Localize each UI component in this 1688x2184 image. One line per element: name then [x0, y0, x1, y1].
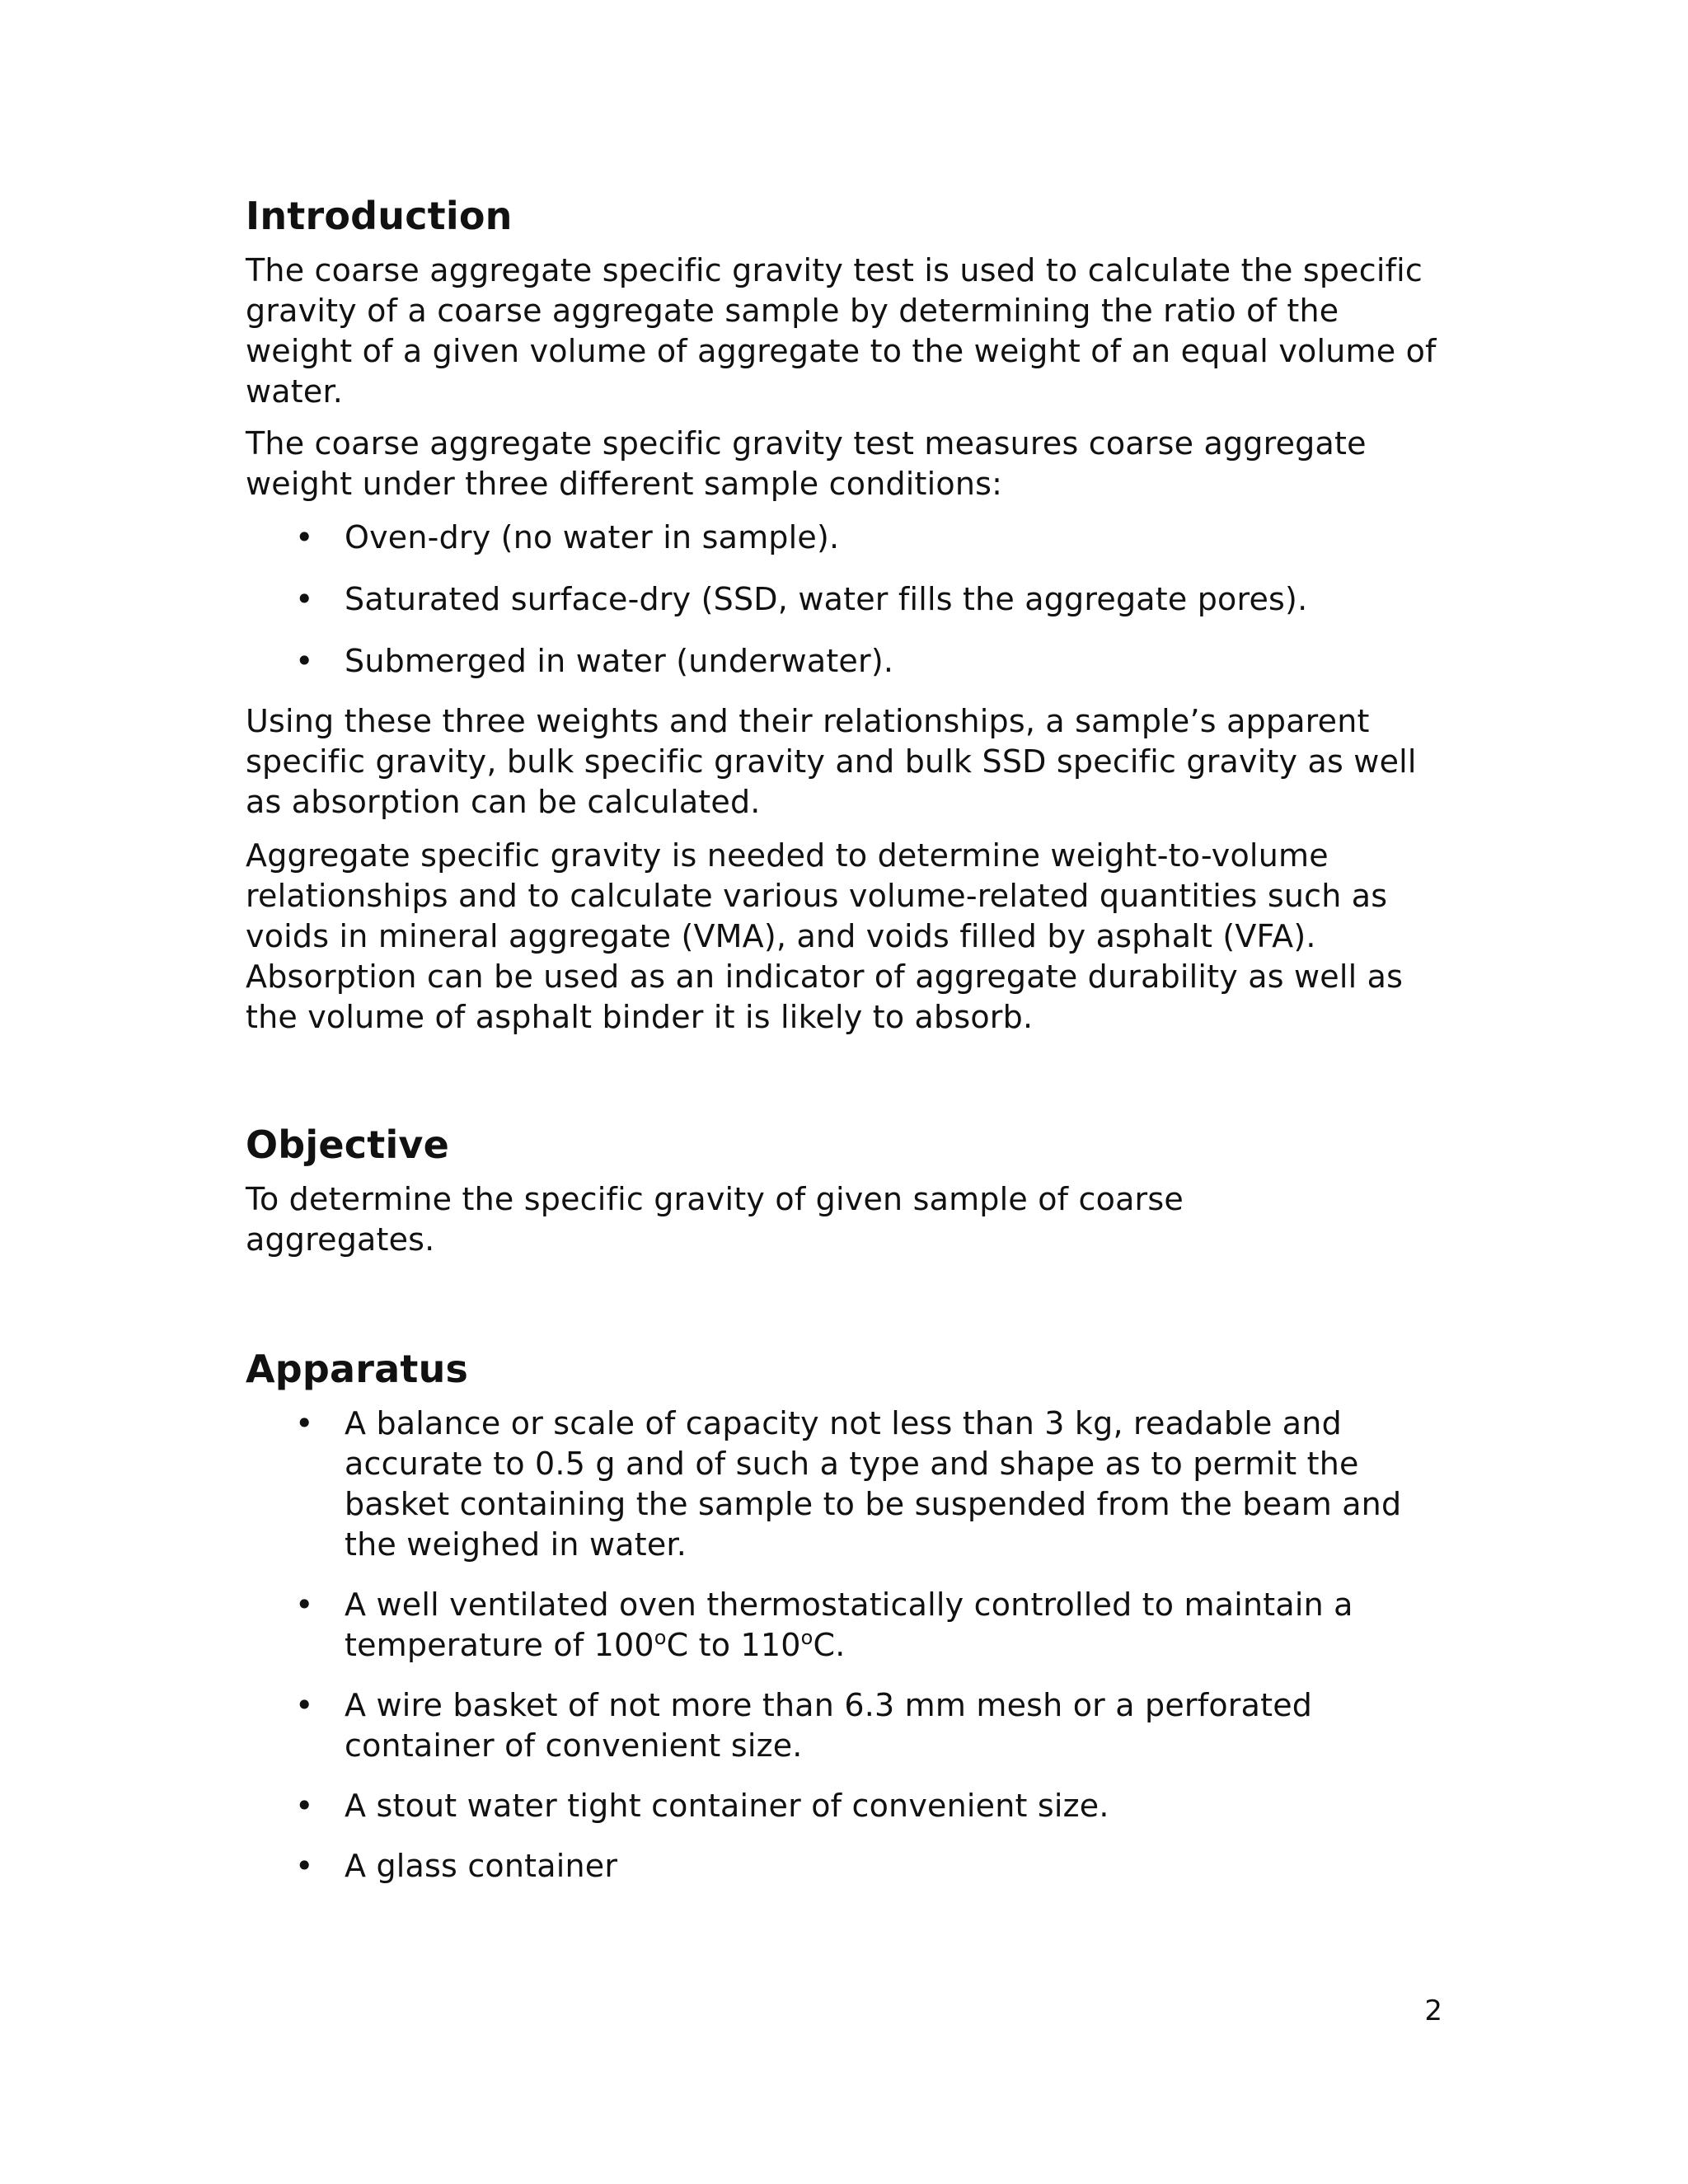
- condition-text: Oven-dry (no water in sample).: [345, 519, 840, 555]
- list-item: [246, 579, 1449, 620]
- apparatus-item-text: A glass container: [345, 1848, 618, 1884]
- apparatus-list: [246, 1404, 1449, 1886]
- objective-text: To determine the specific gravity of given sample of coarse aggregates.: [246, 1181, 1184, 1258]
- list-item: [246, 1685, 1449, 1766]
- apparatus-item-text: A balance or scale of capacity not less than 3 kg, readable and accurate to 0.5 g and of such a type and shape as to permit the basket containing the sample to be suspended from the beam and the weighed in water.: [345, 1405, 1402, 1563]
- introduction-paragraph-4: Aggregate specific gravity is needed to determine weight-to-volume relationships and to calculate various volume-related quantities such as voids in mineral aggregate (VMA), and voids filled by asphalt (VFA). Absorption can be used as an indicator of aggregate durability as well as the volume of asphalt binder it is likely to absorb.: [246, 837, 1404, 1035]
- degree-mark: o: [800, 1626, 814, 1649]
- introduction-paragraph-1: The coarse aggregate specific gravity test is used to calculate the specific gravity of a coarse aggregate sample by determining the ratio of the weight of a given volume of aggregate to the weight of an equal volume of water.: [246, 252, 1437, 410]
- apparatus-item-text: [345, 1586, 1353, 1663]
- bullet-icon: •: [295, 1848, 314, 1884]
- bullet-icon: •: [295, 581, 314, 617]
- bullet-icon: •: [295, 519, 314, 555]
- apparatus-heading: Apparatus: [246, 1347, 469, 1391]
- list-item: [246, 1846, 1449, 1886]
- introduction-paragraph-3: Using these three weights and their relationships, a sample’s apparent specific gravity, bulk specific gravity and bulk SSD specific gravity as well as absorption can be calculated.: [246, 703, 1417, 820]
- apparatus-item-text: A wire basket of not more than 6.3 mm mesh or a perforated container of convenient size.: [345, 1687, 1313, 1764]
- condition-text: Saturated surface-dry (SSD, water fills the aggregate pores).: [345, 581, 1308, 617]
- list-item: [246, 518, 1449, 558]
- page-content: [246, 191, 1449, 1886]
- oven-text-middle: C to 110: [666, 1627, 801, 1663]
- oven-text-prefix: A well ventilated oven thermostatically controlled to maintain a temperature of 100: [345, 1586, 1353, 1663]
- bullet-icon: •: [295, 1405, 314, 1441]
- list-item: [246, 1786, 1449, 1826]
- apparatus-item-text: A stout water tight container of convenient size.: [345, 1788, 1109, 1824]
- oven-text-suffix: C.: [813, 1627, 846, 1663]
- list-item: [246, 1404, 1449, 1565]
- sample-conditions-list: [246, 518, 1449, 682]
- introduction-paragraph-2: The coarse aggregate specific gravity test measures coarse aggregate weight under three different sample conditions:: [246, 425, 1367, 502]
- page-number: 2: [1424, 1994, 1442, 2027]
- objective-heading: Objective: [246, 1122, 450, 1167]
- bullet-icon: •: [295, 1788, 314, 1824]
- list-item: [246, 641, 1449, 682]
- bullet-icon: •: [295, 643, 314, 679]
- list-item: [246, 1585, 1449, 1666]
- condition-text: Submerged in water (underwater).: [345, 643, 894, 679]
- introduction-heading: Introduction: [246, 194, 513, 238]
- bullet-icon: •: [295, 1586, 314, 1623]
- bullet-icon: •: [295, 1687, 314, 1723]
- degree-mark: o: [654, 1626, 667, 1649]
